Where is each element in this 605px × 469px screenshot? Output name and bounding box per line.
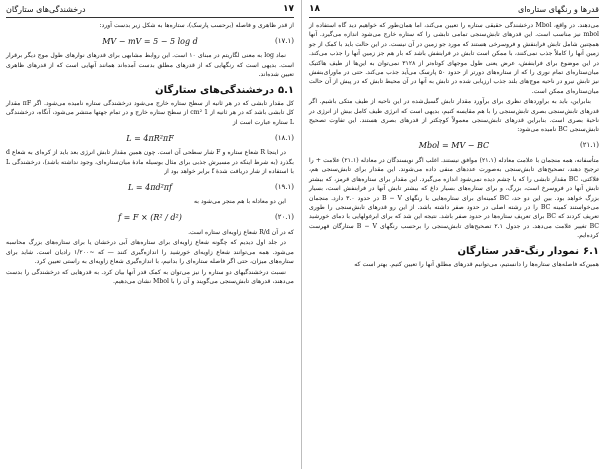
section-title: درخشندگی‌های ستارگان	[155, 84, 274, 96]
equation-formula: Mbol = MV − BC	[418, 141, 490, 151]
paragraph: متأسفانه، همه منجمان با علامت معادله (۲۱.۱) موافق نیستند. اغلب اگر نویسندگان در معادله (۲۱.۱) علامت + را ترجیح دهند، تصحیح‌های تابش‌سنجی به‌صورت عددهای منفی داده می‌شوند. این مقدار برای تابش‌سنجی هم، فلاکتی، BC مقدار تابشی را که با چشم دیده نمی‌شود اندازه می‌گیرد. این مقدار برای ستاره‌های قرمز، که بیشتر تابش آنها در فروسرخ است، بزرگ، و برای ستاره‌های بسیار داغ که بیشتر تابش آنها در فرابنفش است، بسیار بزرگ خواهد بود. بین این دو حد، BC کمینه‌ای برای ستاره‌هایی با رنگهای B − V در حدود ۳.۰ دارد. منجمان می‌خواستند کمینه BC را در رشته اصلی در حدود صفر داشته باشد. از این رو قدرهای تابش‌سنجی را طوری تعریف کردند که BC برای تعریف ستاره‌ها در حدود صفر باشد. نتیجه این شد که برای ابرغولهایی با دمای خورشید BC تغییر علامت می‌دهد. در جدول ۲.۱ تصحیح‌های تابش‌سنجی را برحسب رنگهای B − V ستارگان فهرست کرده‌ایم.	[309, 156, 600, 240]
section-number: ۶.۱	[582, 245, 599, 257]
equation-17-1	[6, 31, 294, 51]
left-page	[0, 0, 300, 469]
right-head-rule	[309, 17, 599, 18]
left-head-rule	[6, 17, 294, 18]
paragraph: کل مقدار تابشی که در هر ثانیه از سطح ستاره خارج می‌شود درخشندگی ستاره نامیده می‌شود. اگر πF مقدار کل تابشی باشد که در هر ثانیه از 1 cm² از سطح ستاره خارج و در تمام جهتها منتشر می‌شود، آنگاه، درخشندگی L ستاره عبارت است از	[6, 100, 294, 126]
equation-19-1	[6, 177, 294, 197]
section-heading-5-1	[6, 86, 294, 95]
paragraph: بنابراین، باید به براوردهای نظری برای برآورد مقدار تابش گسیل‌شده در این ناحیه از طیف متکی باشیم. اگر قدرهای تابش‌سنجی بصری تابش‌سنجی را با هم مقایسه کنیم، بدیهی است که انرژی طیف کامل بیش از انرژی در ناحیهٔ بصری است. بنابراین قدرهای تابش‌سنجی معمولاً کوچکتر از قدرهای بصری هستند. این تفاوت تصحیح تابش‌سنجی BC نامیده می‌شود:	[309, 98, 599, 134]
right-running-head	[309, 2, 599, 16]
equation-formula: L = 4πR²πF	[126, 133, 174, 143]
left-page-number: ۱۷	[283, 4, 294, 14]
left-running-head	[6, 2, 294, 16]
page-gutter	[301, 0, 302, 469]
equation-formula: MV − mV = 5 − 5 log d	[102, 36, 198, 46]
right-page	[303, 0, 605, 469]
paragraph: که در آن R/d شعاع زاویه‌ای ستاره است.	[188, 228, 294, 236]
left-running-title: درخشندگی‌های ستارگان	[6, 4, 86, 14]
equation-number: (۲۰.۱)	[275, 213, 294, 222]
equation-number: (۱۹.۱)	[275, 182, 294, 191]
equation-number: (۱۷.۱)	[275, 36, 294, 45]
paragraph: نماد log به معنی لگاریتم در مبنای ۱۰ است. این روابط مشابهی برای قدرهای نوارهای طول موج دیگر برقرار است. بدیهی است که رنگهایی که از قدرهای مطلق بدست آمده‌اند همانند آنهایی است که از قدرهای ظاهری تعیین شده‌اند.	[6, 52, 294, 79]
right-page-body	[309, 21, 599, 469]
equation-formula: f = F × (R² / d²)	[118, 213, 182, 223]
paragraph: این دو معادله با هم منجر می‌شود به	[193, 198, 286, 206]
section-title: نمودار رنگ-قدر ستارگان	[457, 245, 579, 257]
paragraph: نسبت درخشندگیهای دو ستاره را نیز می‌توان به کمک قدر آنها بیان کرد. به قدرهایی که درخشندگی را بدست می‌دهند، قدرهای تابش‌سنجی می‌گویند و آن را با Mbol نشان می‌دهیم.	[6, 268, 294, 285]
equation-21-1	[309, 136, 599, 156]
right-page-number: ۱۸	[309, 4, 320, 14]
section-number: ۵.۱	[277, 84, 294, 96]
paragraph: در اینجا R شعاع ستاره و F شار سطحی آن است. چون همین مقدار تابش انرژی بعد باید از کره‌ای به شعاع d بگذرد (به شرط اینکه در مسیرش جذبی برای مثال بوسیله مادهٔ میان‌ستاره‌ای، وجود نداشته باشد)، درخشندگی L با استفاده از شار دریافت شدهٔ f برابر خواهد بود از	[6, 149, 294, 176]
section-heading-6-1	[309, 247, 599, 256]
left-page-body	[6, 21, 294, 469]
equation-18-1	[6, 128, 294, 148]
equation-formula: L = 4πd²πf	[128, 182, 172, 192]
paragraph: از قدر ظاهری و فاصله (برحسب پارسک)، ستاره‌ها به شکل زیر بدست آورد:	[99, 22, 294, 29]
paragraph: همین‌که فاصله‌های ستاره‌ها را دانستیم، می‌توانیم قدرهای مطلق آنها را تعیین کنیم. بهتر است که	[354, 260, 599, 268]
equation-number: (۲۱.۱)	[580, 141, 599, 150]
equation-20-1	[6, 208, 294, 228]
paragraph: می‌دهند. در واقع، Mbol درخشندگی حقیقی ستاره را تعیین می‌کند، اما همان‌طور که خواهیم دید گاه استفاده از mbol نیز مناسب است. این قدرهای تابش‌سنجی تمامی تابشی را که ستاره خارج می‌شود اندازه می‌گیرد. آنها همچنین شامل تابش فرابنفش و فروسرخی هستند که مورد جو زمین در آن نیست. در این حالت باید با کمک از جو زمین آنها را کاملاً جذب نمی‌کنند، با ممکن است تابش در فرابنفش باشد که بار هم جز زمین آنها را جذب می‌کند. در این موضوع برای فرابنفش، عرض یعنی طول موجهای کوتاه‌تر از ۳۱۲۸ نمی‌توان به این‌ها از طیف هاکتیک میان‌ستاره‌ای تمام نوری را که از ستاره‌های دورتر از حدود ۵۰ پارسک می‌آید جذب می‌کند. حتی در ماورای‌بنفش نیز تابش نیرو در ناحیه موج‌های بلند جذب ارزیابی شده در تابش به آنها در آن محیط تابش که در پیش از آن حالت میان‌ستاره‌ای ممکن است.	[309, 22, 600, 95]
right-running-title: قدرها و رنگهای ستاره‌ای	[517, 4, 599, 14]
equation-number: (۱۸.۱)	[275, 133, 294, 142]
paragraph: در جلد اول دیدیم که چگونه شعاع زاویه‌ای برای ستاره‌های آبی درخشان یا برای ستاره‌های بزرگ محاسبه می‌شود. همه می‌توانند شعاع زاویه‌ای خورشید را اندازه‌گیری کنند — که ~۱/۲۰۰ رادیان است. شاید برای ستاره‌های میزان، حتی اگر فاصله ستاره‌ای را بدانیم، با اندازه‌گیری شعاع زاویه‌ای به راستی تعیین کرد.	[6, 239, 294, 266]
